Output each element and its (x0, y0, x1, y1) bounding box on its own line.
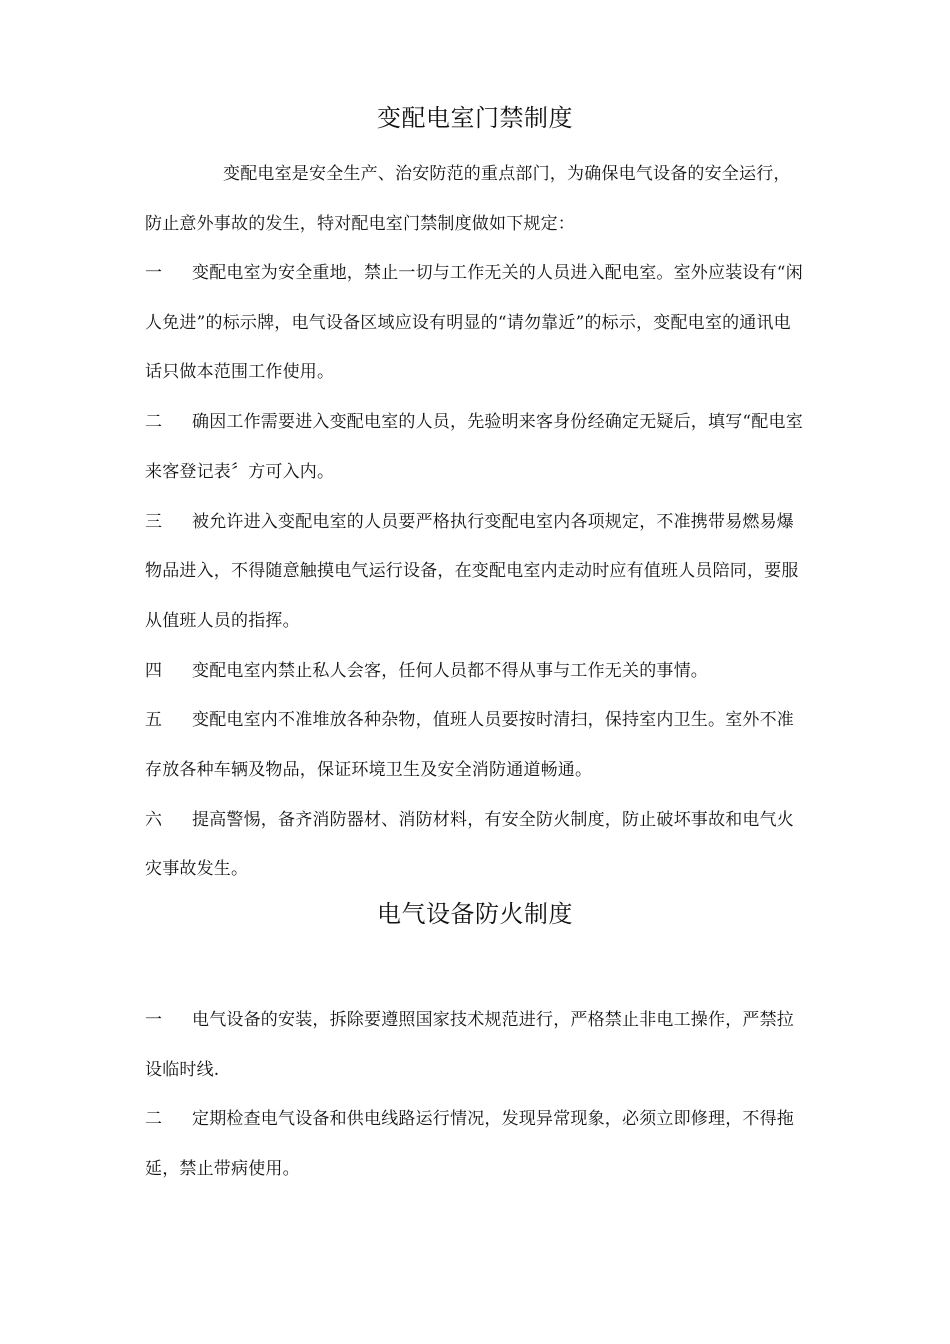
rule-item (145, 996, 805, 1095)
document-page (145, 0, 805, 1344)
rule-text: 被允许进入变配电室的人员要严格执行变配电室内各项规定，不准携带易燃易爆物品进入，不得随意触摸电气运行设备，在变配电室内走动时应有值班人员陪同，要服从值班人员的指挥。 (145, 511, 799, 631)
rule-item (145, 696, 805, 795)
section1-intro: 变配电室是安全生产、治安防范的重点部门，为确保电气设备的安全运行，防止意外事故的发生，特对配电室门禁制度做如下规定： (145, 164, 791, 234)
rule-number: 六 (145, 809, 163, 830)
section2-title: 电气设备防火制度 (377, 900, 573, 928)
rule-number: 二 (145, 412, 163, 433)
rule-text: 变配电室为安全重地，禁止一切与工作无关的人员进入配电室。室外应装设有“闲人免进”的标示牌，电气设备区域应设有明显的“请勿靠近”的标示，变配电室的通讯电话只做本范围工作使用。 (145, 263, 803, 383)
rule-number: 三 (145, 511, 163, 532)
rule-text: 电气设备的安装，拆除要遵照国家技术规范进行，严格禁止非电工操作，严禁拉设临时线. (145, 1010, 794, 1080)
rule-item (145, 1095, 805, 1194)
rule-item (145, 498, 805, 647)
section2-rules (145, 996, 805, 1195)
rule-number: 二 (145, 1109, 163, 1130)
rule-text: 定期检查电气设备和供电线路运行情况，发现异常现象，必须立即修理，不得拖延，禁止带病使用。 (145, 1109, 794, 1180)
rule-text: 变配电室内不准堆放各种杂物，值班人员要按时清扫，保持室内卫生。室外不准存放各种车辆及物品，保证环境卫生及安全消防通道畅通。 (145, 710, 794, 781)
rule-number: 一 (145, 1010, 163, 1030)
section1-title: 变配电室门禁制度 (377, 104, 573, 132)
rule-number: 五 (145, 710, 163, 731)
rule-number: 一 (145, 263, 163, 283)
rule-item (145, 647, 805, 697)
rule-number: 四 (145, 660, 163, 681)
rule-text: 变配电室内禁止私人会客，任何人员都不得从事与工作无关的事情。 (192, 660, 708, 681)
rule-text: 确因工作需要进入变配电室的人员，先验明来客身份经确定无疑后，填写“配电室来客登记表〞方可入内。 (145, 412, 803, 482)
rule-item (145, 249, 805, 398)
rule-item (145, 796, 805, 895)
section1-rules (145, 249, 805, 895)
rule-text: 提高警惕，备齐消防器材、消防材料，有安全防火制度，防止破坏事故和电气火灾事故发生。 (145, 809, 794, 880)
rule-item (145, 398, 805, 497)
